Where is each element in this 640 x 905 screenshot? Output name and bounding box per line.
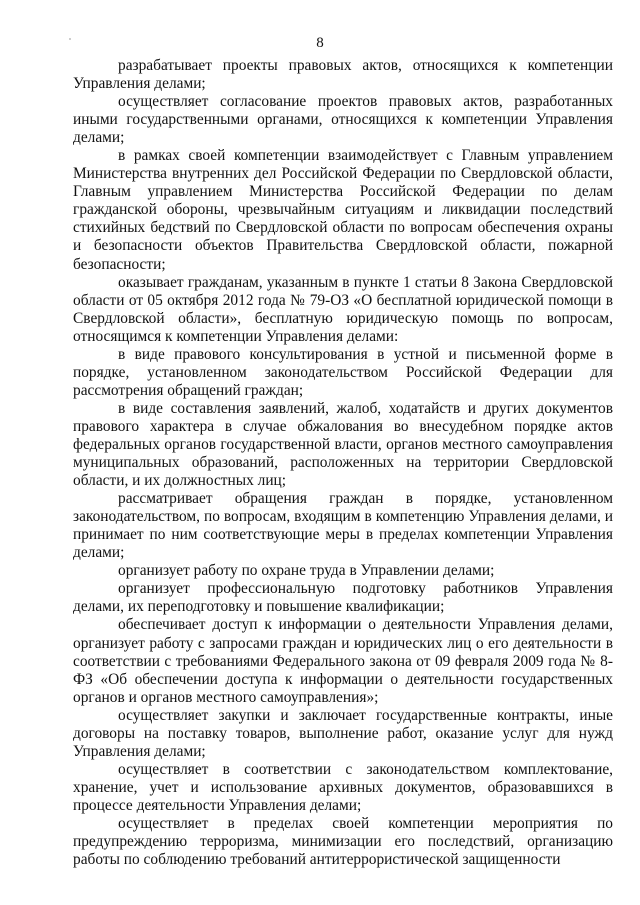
- paragraph-6: в виде составления заявлений, жалоб, ходатайств и других документов правового характера в случае обжалования во внесудебном порядке актов федеральных органов государственной власти, органов местного самоуправления муниципальных образований, расположенных на территории Свердловской области, и их должностных лиц;: [73, 399, 613, 490]
- paragraph-1: разрабатывает проекты правовых актов, относящихся к компетенции Управления делами;: [73, 57, 613, 93]
- document-body: [73, 57, 613, 869]
- paragraph-10: обеспечивает доступ к информации о деятельности Управления делами, организует работу с запросами граждан и юридических лиц о его деятельности в соответствии с требованиями Федерального закона от 09 февраля 2009 года № 8-ФЗ «Об обеспечении доступа к информации о деятельности государственных органов и органов местного самоуправления»;: [73, 616, 613, 706]
- paragraph-5: в виде правового консультирования в устной и письменной форме в порядке, установленном законодательством Российской Федерации для рассмотрения обращений граждан;: [73, 345, 613, 399]
- paragraph-3: в рамках своей компетенции взаимодействует с Главным управлением Министерства внутренних дел Российской Федерации по Свердловской области, Главным управлением Министерства Российской Федерации по делам гражданской обороны, чрезвычайным ситуациям и ликвидации последствий стихийных бедствий по Свердловской области по вопросам обеспечения охраны и безопасности объектов Правительства Свердловской области, пожарной безопасности;: [73, 147, 613, 273]
- paragraph-7: рассматривает обращения граждан в порядке, установленном законодательством, по вопросам, входящим в компетенцию Управления делами, и принимает по ним соответствующие меры в пределах компетенции Управления делами;: [73, 490, 613, 562]
- paragraph-13: осуществляет в пределах своей компетенции мероприятия по предупреждению терроризма, минимизации его последствий, организацию работы по соблюдению требований антитеррористической защищенности: [73, 814, 613, 869]
- paragraph-8: организует работу по охране труда в Управлении делами;: [118, 562, 495, 580]
- paragraph-9: организует профессиональную подготовку работников Управления делами, их переподготовку и повышение квалификации;: [73, 580, 613, 616]
- paragraph-4: оказывает гражданам, указанным в пункте 1 статьи 8 Закона Свердловской области от 05 октября 2012 года № 79-ОЗ «О бесплатной юридической помощи в Свердловской области», бесплатную юридическую помощь по вопросам, относящимся к компетенции Управления делами:: [73, 273, 613, 345]
- page-number: 8: [316, 35, 324, 51]
- paragraph-11: осуществляет закупки и заключает государственные контракты, иные договоры на поставку товаров, выполнение работ, оказание услуг для нужд Управления делами;: [73, 706, 613, 760]
- paragraph-2: осуществляет согласование проектов правовых актов, разработанных иными государственными органами, относящихся к компетенции Управления делами;: [73, 93, 613, 147]
- paragraph-12: осуществляет в соответствии с законодательством комплектование, хранение, учет и использование архивных документов, образовавшихся в процессе деятельности Управления делами;: [73, 760, 613, 814]
